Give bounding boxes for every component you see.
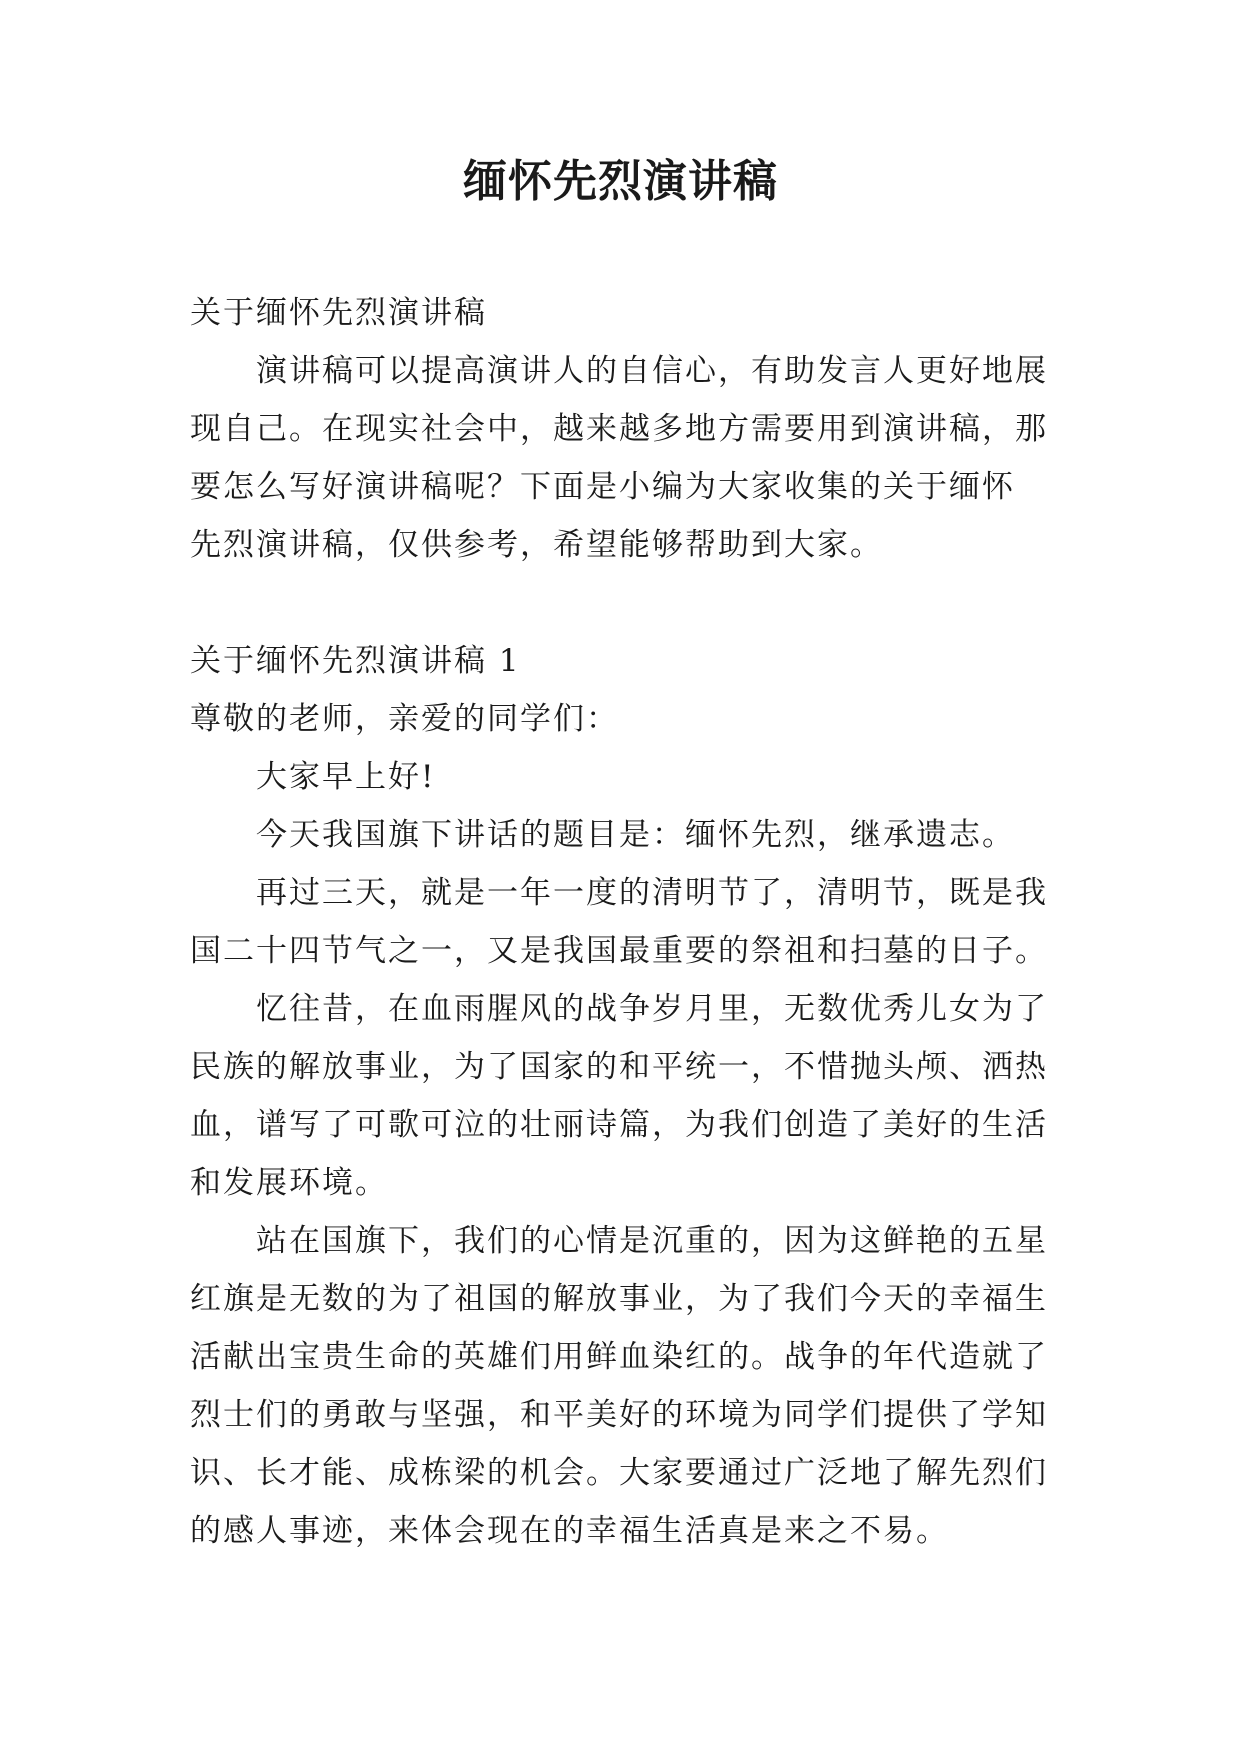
intro-line: 现自己。在现实社会中，越来越多地方需要用到演讲稿，那 (190, 411, 1048, 447)
speech-topic: 今天我国旗下讲话的题目是：缅怀先烈，继承遗志。 (256, 817, 1015, 853)
paragraph-line: 民族的解放事业，为了国家的和平统一，不惜抛头颅、洒热 (190, 1049, 1048, 1085)
document-title: 缅怀先烈演讲稿 (463, 156, 778, 207)
paragraph-line: 和发展环境。 (190, 1165, 388, 1201)
section-spacer (190, 574, 1070, 632)
paragraph-line: 国二十四节气之一，又是我国最重要的祭祖和扫墓的日子。 (190, 933, 1048, 969)
paragraph-line: 再过三天，就是一年一度的清明节了，清明节，既是我 (256, 875, 1048, 911)
intro-heading: 关于缅怀先烈演讲稿 (190, 295, 487, 331)
paragraph-line: 识、长才能、成栋梁的机会。大家要通过广泛地了解先烈们 (190, 1455, 1048, 1491)
intro-line: 先烈演讲稿，仅供参考，希望能够帮助到大家。 (190, 527, 883, 563)
greeting: 大家早上好! (256, 759, 436, 795)
document-body (190, 284, 1070, 1560)
salutation: 尊敬的老师，亲爱的同学们： (190, 701, 619, 737)
paragraph-line: 忆往昔，在血雨腥风的战争岁月里，无数优秀儿女为了 (256, 991, 1048, 1027)
paragraph-line: 烈士们的勇敢与坚强，和平美好的环境为同学们提供了学知 (190, 1397, 1048, 1433)
paragraph-line: 站在国旗下，我们的心情是沉重的，因为这鲜艳的五星 (256, 1223, 1048, 1259)
section-heading: 关于缅怀先烈演讲稿 1 (190, 643, 521, 679)
paragraph-line: 活献出宝贵生命的英雄们用鲜血染红的。战争的年代造就了 (190, 1339, 1048, 1375)
paragraph-line: 红旗是无数的为了祖国的解放事业，为了我们今天的幸福生 (190, 1281, 1048, 1317)
paragraph-line: 血，谱写了可歌可泣的壮丽诗篇，为我们创造了美好的生活 (190, 1107, 1048, 1143)
intro-line: 要怎么写好演讲稿呢？下面是小编为大家收集的关于缅怀 (190, 469, 1015, 505)
intro-line: 演讲稿可以提高演讲人的自信心，有助发言人更好地展 (256, 353, 1048, 389)
paragraph-line: 的感人事迹，来体会现在的幸福生活真是来之不易。 (190, 1513, 949, 1549)
